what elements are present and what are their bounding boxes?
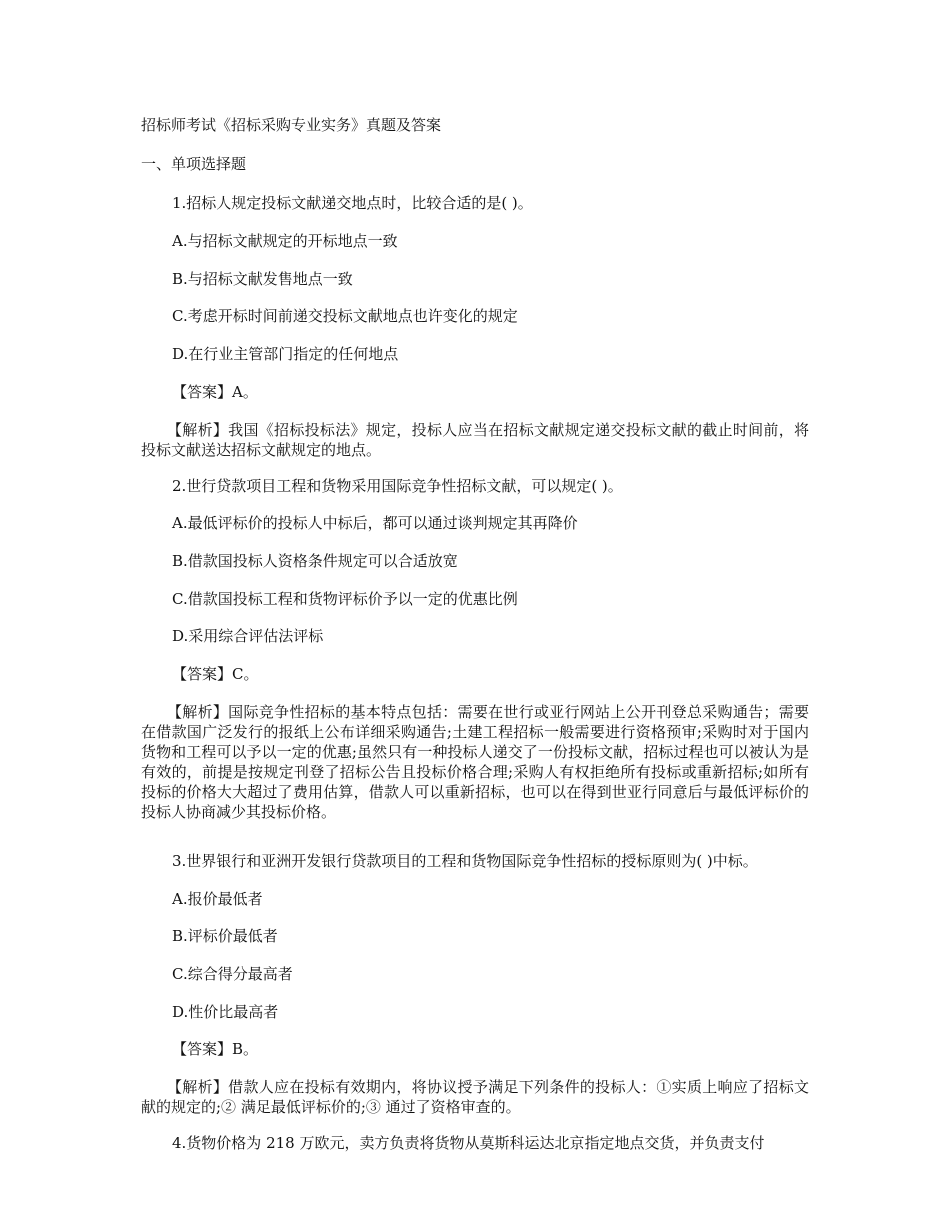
question-1-analysis: 【解析】我国《招标投标法》规定，投标人应当在招标文献规定递交投标文献的截止时间前，将投标文献送达招标文献规定的地点。 — [141, 421, 809, 459]
question-2-answer: 【答案】C。 — [172, 665, 259, 683]
question-3-answer: 【答案】B。 — [172, 1040, 259, 1058]
question-2-analysis: 【解析】国际竞争性招标的基本特点包括：需要在世行或亚行网站上公开刊登总采购通告；需要在借款国广泛发行的报纸上公布详细采购通告;土建工程招标一般需要进行资格预审;采购时对于国内货物和工程可以予以一定的优惠;虽然只有一种投标人递交了一份投标文献，招标过程也可以被认为是有效的，前提是按规定刊登了招标公告且投标价格合理;采购人有权拒绝所有投标或重新招标;如所有投标的价格大大超过了费用估算，借款人可以重新招标，也可以在得到世亚行同意后与最低评标价的投标人协商减少其投标价格。 — [141, 703, 809, 821]
document-title: 招标师考试《招标采购专业实务》真题及答案 — [141, 116, 442, 134]
question-1-stem: 1.招标人规定投标文献递交地点时，比较合适的是( )。 — [172, 194, 533, 212]
question-1-option-b: B.与招标文献发售地点一致 — [172, 270, 353, 288]
question-2-stem: 2.世行贷款项目工程和货物采用国际竞争性招标文献，可以规定( )。 — [172, 477, 623, 495]
question-1-option-d: D.在行业主管部门指定的任何地点 — [172, 345, 399, 363]
question-2-option-c: C.借款国投标工程和货物评标价予以一定的优惠比例 — [172, 590, 518, 608]
question-3-analysis: 【解析】借款人应在投标有效期内，将协议授予满足下列条件的投标人：①实质上响应了招标文献的规定的;② 满足最低评标价的;③ 通过了资格审查的。 — [141, 1078, 809, 1116]
question-3-option-a: A.报价最低者 — [172, 890, 263, 908]
question-1-answer: 【答案】A。 — [172, 383, 258, 401]
question-1-option-c: C.考虑开标时间前递交投标文献地点也许变化的规定 — [172, 307, 518, 325]
question-2-option-d: D.采用综合评估法评标 — [172, 627, 324, 645]
question-1-option-a: A.与招标文献规定的开标地点一致 — [172, 232, 398, 250]
question-4-stem: 4.货物价格为 218 万欧元，卖方负责将货物从莫斯科运达北京指定地点交货，并负责支付 — [172, 1134, 765, 1152]
question-2-option-a: A.最低评标价的投标人中标后，都可以通过谈判规定其再降价 — [172, 514, 578, 532]
question-2-option-b: B.借款国投标人资格条件规定可以合适放宽 — [172, 552, 458, 570]
question-3-option-d: D.性价比最高者 — [172, 1003, 279, 1021]
question-3-stem: 3.世界银行和亚洲开发银行贷款项目的工程和货物国际竞争性招标的授标原则为( )中标。 — [172, 852, 758, 870]
question-3-option-c: C.综合得分最高者 — [172, 965, 293, 983]
section-heading: 一、单项选择题 — [141, 155, 247, 173]
question-3-option-b: B.评标价最低者 — [172, 927, 278, 945]
